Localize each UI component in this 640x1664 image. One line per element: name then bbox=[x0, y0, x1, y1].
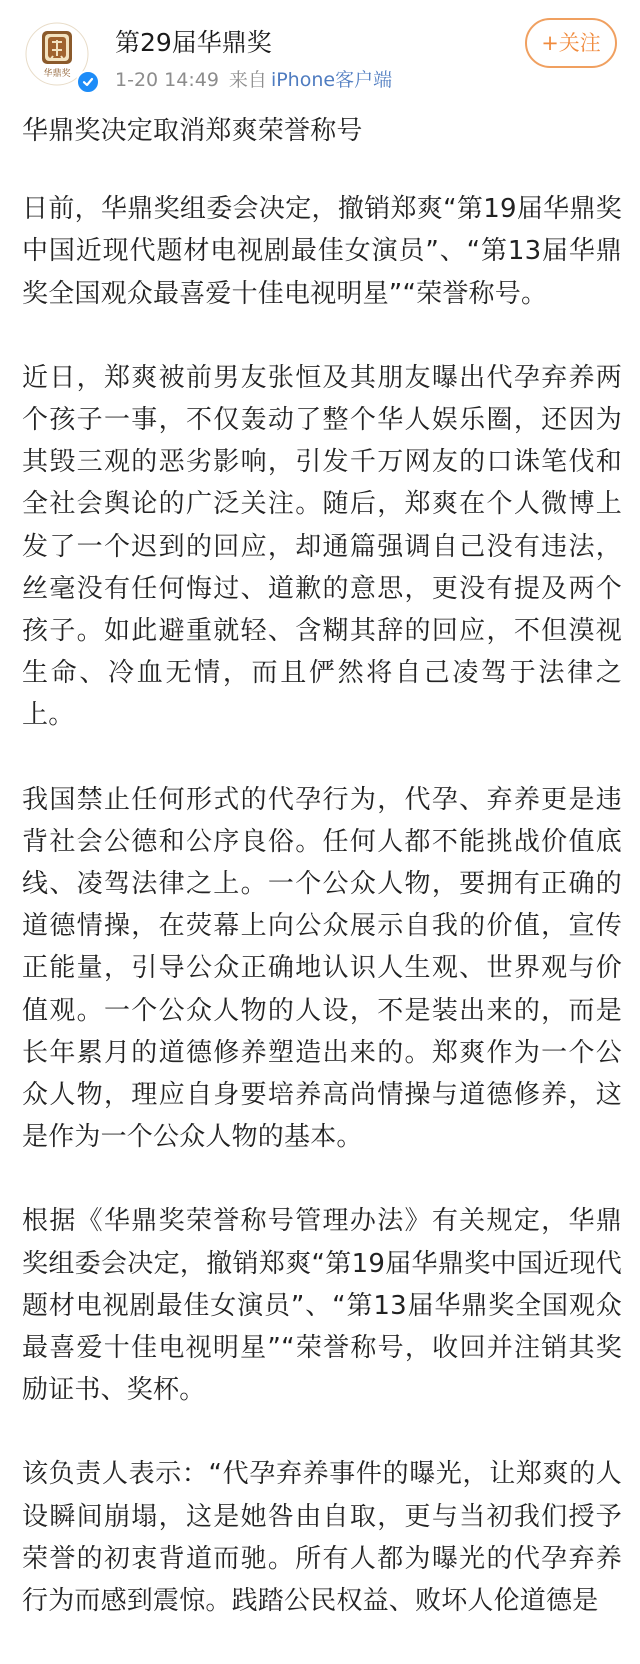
verified-badge-icon bbox=[76, 70, 100, 94]
post-paragraph: 根据《华鼎奖荣誉称号管理办法》有关规定，华鼎奖组委会决定，撤销郑爽“第19届华鼎奖中国近现代题材电视剧最佳女演员”、“第13届华鼎奖全国观众最喜爱十佳电视明星”“荣誉称号，收回并注销其奖励证书、奖杯。 bbox=[22, 1206, 622, 1406]
from-label: 来自 bbox=[228, 69, 267, 91]
post-paragraph: 日前，华鼎奖组委会决定，撤销郑爽“第19届华鼎奖中国近现代题材电视剧最佳女演员”、“第13届华鼎奖全国观众最喜爱十佳电视明星”“荣誉称号。 bbox=[22, 194, 622, 309]
post-time: 1-20 14:49 bbox=[115, 69, 219, 91]
user-name[interactable]: 第29届华鼎奖 bbox=[115, 28, 272, 57]
logo-text: 华鼎奖 bbox=[43, 69, 71, 79]
post-paragraph: 近日，郑爽被前男友张恒及其朋友曝出代孕弃养两个孩子一事，不仅轰动了整个华人娱乐圈，还因为其毁三观的恶劣影响，引发千万网友的口诛笔伐和全社会舆论的广泛关注。随后，郑爽在个人微博上发了一个迟到的回应，却通篇强调自己没有违法，丝毫没有任何悔过、道歉的意思，更没有提及两个孩子。如此避重就轻、含糊其辞的回应，不但漠视生命、冷血无情，而且俨然将自己凌驾于法律之上。 bbox=[22, 362, 622, 731]
post-body bbox=[22, 110, 622, 1664]
post-headline: 华鼎奖决定取消郑爽荣誉称号 bbox=[22, 116, 363, 146]
post-source[interactable]: iPhone客户端 bbox=[270, 69, 393, 91]
post-meta bbox=[115, 67, 392, 93]
follow-button[interactable]: +关注 bbox=[525, 18, 617, 68]
post-paragraph: 该负责人表示：“代孕弃养事件的曝光，让郑爽的人设瞬间崩塌，这是她咎由自取，更与当初我们授予荣誉的初衷背道而驰。所有人都为曝光的代孕弃养行为而感到震惊。践踏公民权益、败坏人伦道德是 bbox=[22, 1459, 622, 1617]
post-paragraph: 我国禁止任何形式的代孕行为，代孕、弃养更是违背社会公德和公序良俗。任何人都不能挑战价值底线、凌驾法律之上。一个公众人物，要拥有正确的道德情操，在荧幕上向公众展示自我的价值，宣传正能量，引导公众正确地认识人生观、世界观与价值观。一个公众人物的人设，不是装出来的，而是长年累月的道德修养塑造出来的。郑爽作为一个公众人物，理应自身要培养高尚情操与道德修养，这是作为一个公众人物的基本。 bbox=[22, 784, 622, 1153]
post-header bbox=[0, 0, 640, 100]
